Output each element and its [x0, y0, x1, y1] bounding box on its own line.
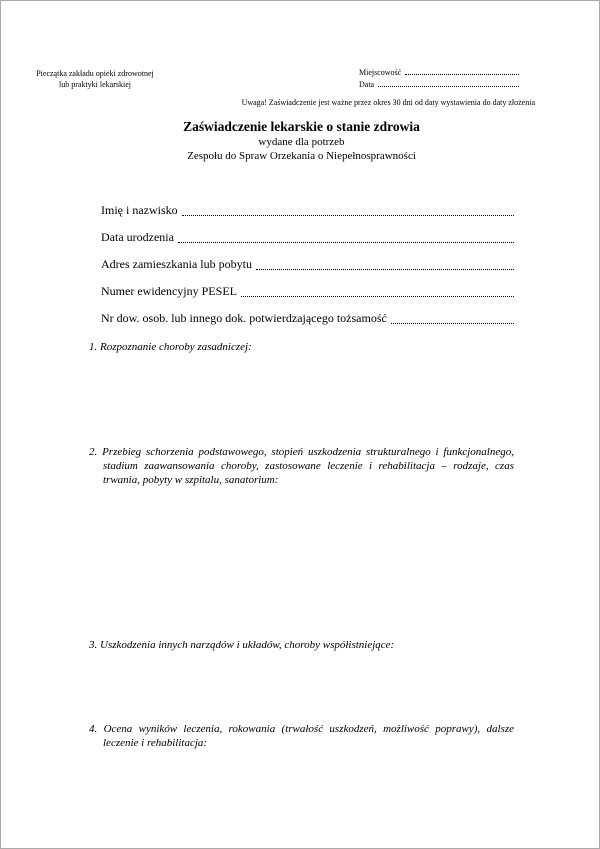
document-subtitle-2: Zespołu do Spraw Orzekania o Niepełnosprawności [187, 149, 416, 162]
section-number-4: 4. [89, 722, 98, 735]
place-label: Miejscowość [359, 68, 402, 77]
section-text-4: Ocena wyników leczenia, rokowania (trwałość uszkodzeń, możliwość poprawy), dalsze leczenie i rehabilitacja: [103, 722, 514, 750]
date-dotted-line [378, 86, 519, 87]
section-number-1: 1. [89, 341, 98, 354]
field-label-birthdate: Data urodzenia [101, 230, 174, 245]
section-number-2: 2. [89, 445, 98, 458]
field-row-birthdate [101, 230, 514, 245]
field-dotted-line-id-document [391, 323, 514, 324]
field-dotted-line-address [256, 269, 514, 270]
document-subtitle-1: wydane dla potrzeb [258, 135, 345, 148]
field-row-id-document [101, 311, 514, 326]
field-label-id-document: Nr dow. osob. lub innego dok. potwierdzającego tożsamość [101, 311, 387, 326]
stamp-note [27, 69, 163, 91]
field-label-pesel: Numer ewidencyjny PESEL [101, 284, 237, 299]
date-label: Data [359, 80, 375, 89]
form-content [1, 1, 599, 750]
place-row [359, 65, 519, 77]
place-date-block [359, 65, 519, 89]
validity-notice: Uwaga! Zaświadczenie jest ważne przez okres 30 dni od daty wystawienia do daty złożenia [241, 98, 535, 107]
field-row-pesel [101, 284, 514, 299]
section-text-2: Przebieg schorzenia podstawowego, stopień uszkodzenia strukturalnego i funkcjonalnego, stadium zaawansowania choroby, zastosowane leczenie i rehabilitacja – rodzaje, czas trwania, pobyty w szpitalu, sanatorium: [102, 445, 514, 487]
field-row-name [101, 203, 514, 218]
section-item-4 [89, 722, 514, 751]
stamp-note-line2: lub praktyki lekarskiej [59, 79, 131, 89]
date-row [359, 77, 519, 89]
field-dotted-line-name [182, 215, 514, 216]
field-dotted-line-pesel [241, 296, 514, 297]
section-number-3: 3. [89, 638, 98, 651]
section-item-3 [89, 638, 514, 652]
field-row-address [101, 257, 514, 272]
section-item-1 [89, 340, 514, 354]
section-text-3: Uszkodzenia innych narządów i układów, choroby współistniejące: [100, 638, 395, 651]
place-dotted-line [405, 74, 519, 75]
form-sections [89, 340, 514, 750]
document-title: Zaświadczenie lekarskie o stanie zdrowia [183, 119, 420, 134]
stamp-note-line1: Pieczątka zakładu opieki zdrowotnej [36, 69, 154, 78]
field-dotted-line-birthdate [178, 242, 514, 243]
field-label-address: Adres zamieszkania lub pobytu [101, 257, 252, 272]
personal-data-fields [101, 203, 514, 326]
section-item-2 [89, 445, 514, 488]
field-label-name: Imię i nazwisko [101, 203, 178, 218]
section-text-1: Rozpoznanie choroby zasadniczej: [100, 341, 252, 354]
title-block [89, 119, 514, 163]
